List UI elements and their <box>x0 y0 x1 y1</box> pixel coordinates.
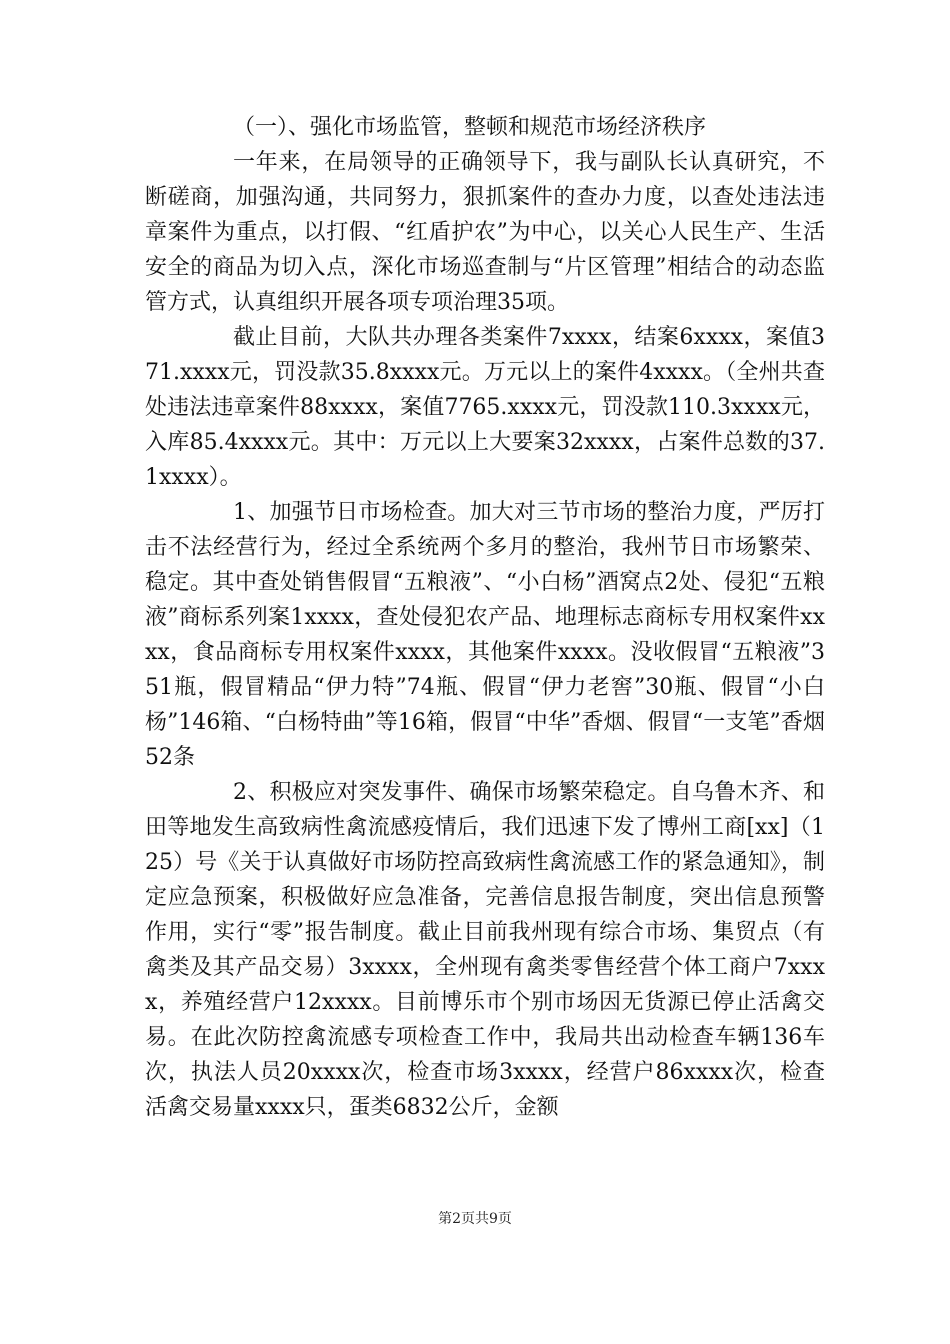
section-heading: （一）、强化市场监管，整顿和规范市场经济秩序 <box>233 115 707 140</box>
paragraph-case-statistics: 截止目前，大队共办理各类案件7xxxx，结案6xxxx，案值371.xxxx元，罚没款35.8xxxx元。万元以上的案件4xxxx。（全州共查处违法违章案件88xxxx，案值7765.xxxx元，罚没款110.3xxxx元，入库85.4xxxx元。其中：万元以上大要案32xxxx，占案件总数的37.1xxxx）。 <box>145 325 825 490</box>
paragraph-holiday-inspection: 1、加强节日市场检查。加大对三节市场的整治力度，严厉打击不法经营行为，经过全系统两个多月的整治，我州节日市场繁荣、稳定。其中查处销售假冒“五粮液”、“小白杨”酒窝点2处、侵犯“五粮液”商标系列案1xxxx，查处侵犯农产品、地理标志商标专用权案件xxxx，食品商标专用权案件xxxx，其他案件xxxx。没收假冒“五粮液”351瓶，假冒精品“伊力特”74瓶、假冒“伊力老窖”30瓶、假冒“小白杨”146箱、“白杨特曲”等16箱，假冒“中华”香烟、假冒“一支笔”香烟52条 <box>145 500 825 770</box>
paragraph-emergency-response: 2、积极应对突发事件、确保市场繁荣稳定。自乌鲁木齐、和田等地发生高致病性禽流感疫情后，我们迅速下发了博州工商[xx]（125）号《关于认真做好市场防控高致病性禽流感工作的紧急通知》，制定应急预案，积极做好应急准备，完善信息报告制度，突出信息预警作用，实行“零”报告制度。截止目前我州现有综合市场、集贸点（有禽类及其产品交易）3xxxx，全州现有禽类零售经营个体工商户7xxxx，养殖经营户12xxxx。目前博乐市个别市场因无货源已停止活禽交易。在此次防控禽流感专项检查工作中，我局共出动检查车辆136车次，执法人员20xxxx次，检查市场3xxxx，经营户86xxxx次，检查活禽交易量xxxx只，蛋类6832公斤，金额 <box>145 780 825 1120</box>
paragraph-overview: 一年来，在局领导的正确领导下，我与副队长认真研究，不断磋商，加强沟通，共同努力，狠抓案件的查办力度，以查处违法违章案件为重点，以打假、“红盾护农”为中心，以关心人民生产、生活安全的商品为切入点，深化市场巡查制与“片区管理”相结合的动态监管方式，认真组织开展各项专项治理35项。 <box>145 150 825 315</box>
document-body <box>145 110 825 1125</box>
page-number-footer: 第2页共9页 <box>438 1211 512 1227</box>
